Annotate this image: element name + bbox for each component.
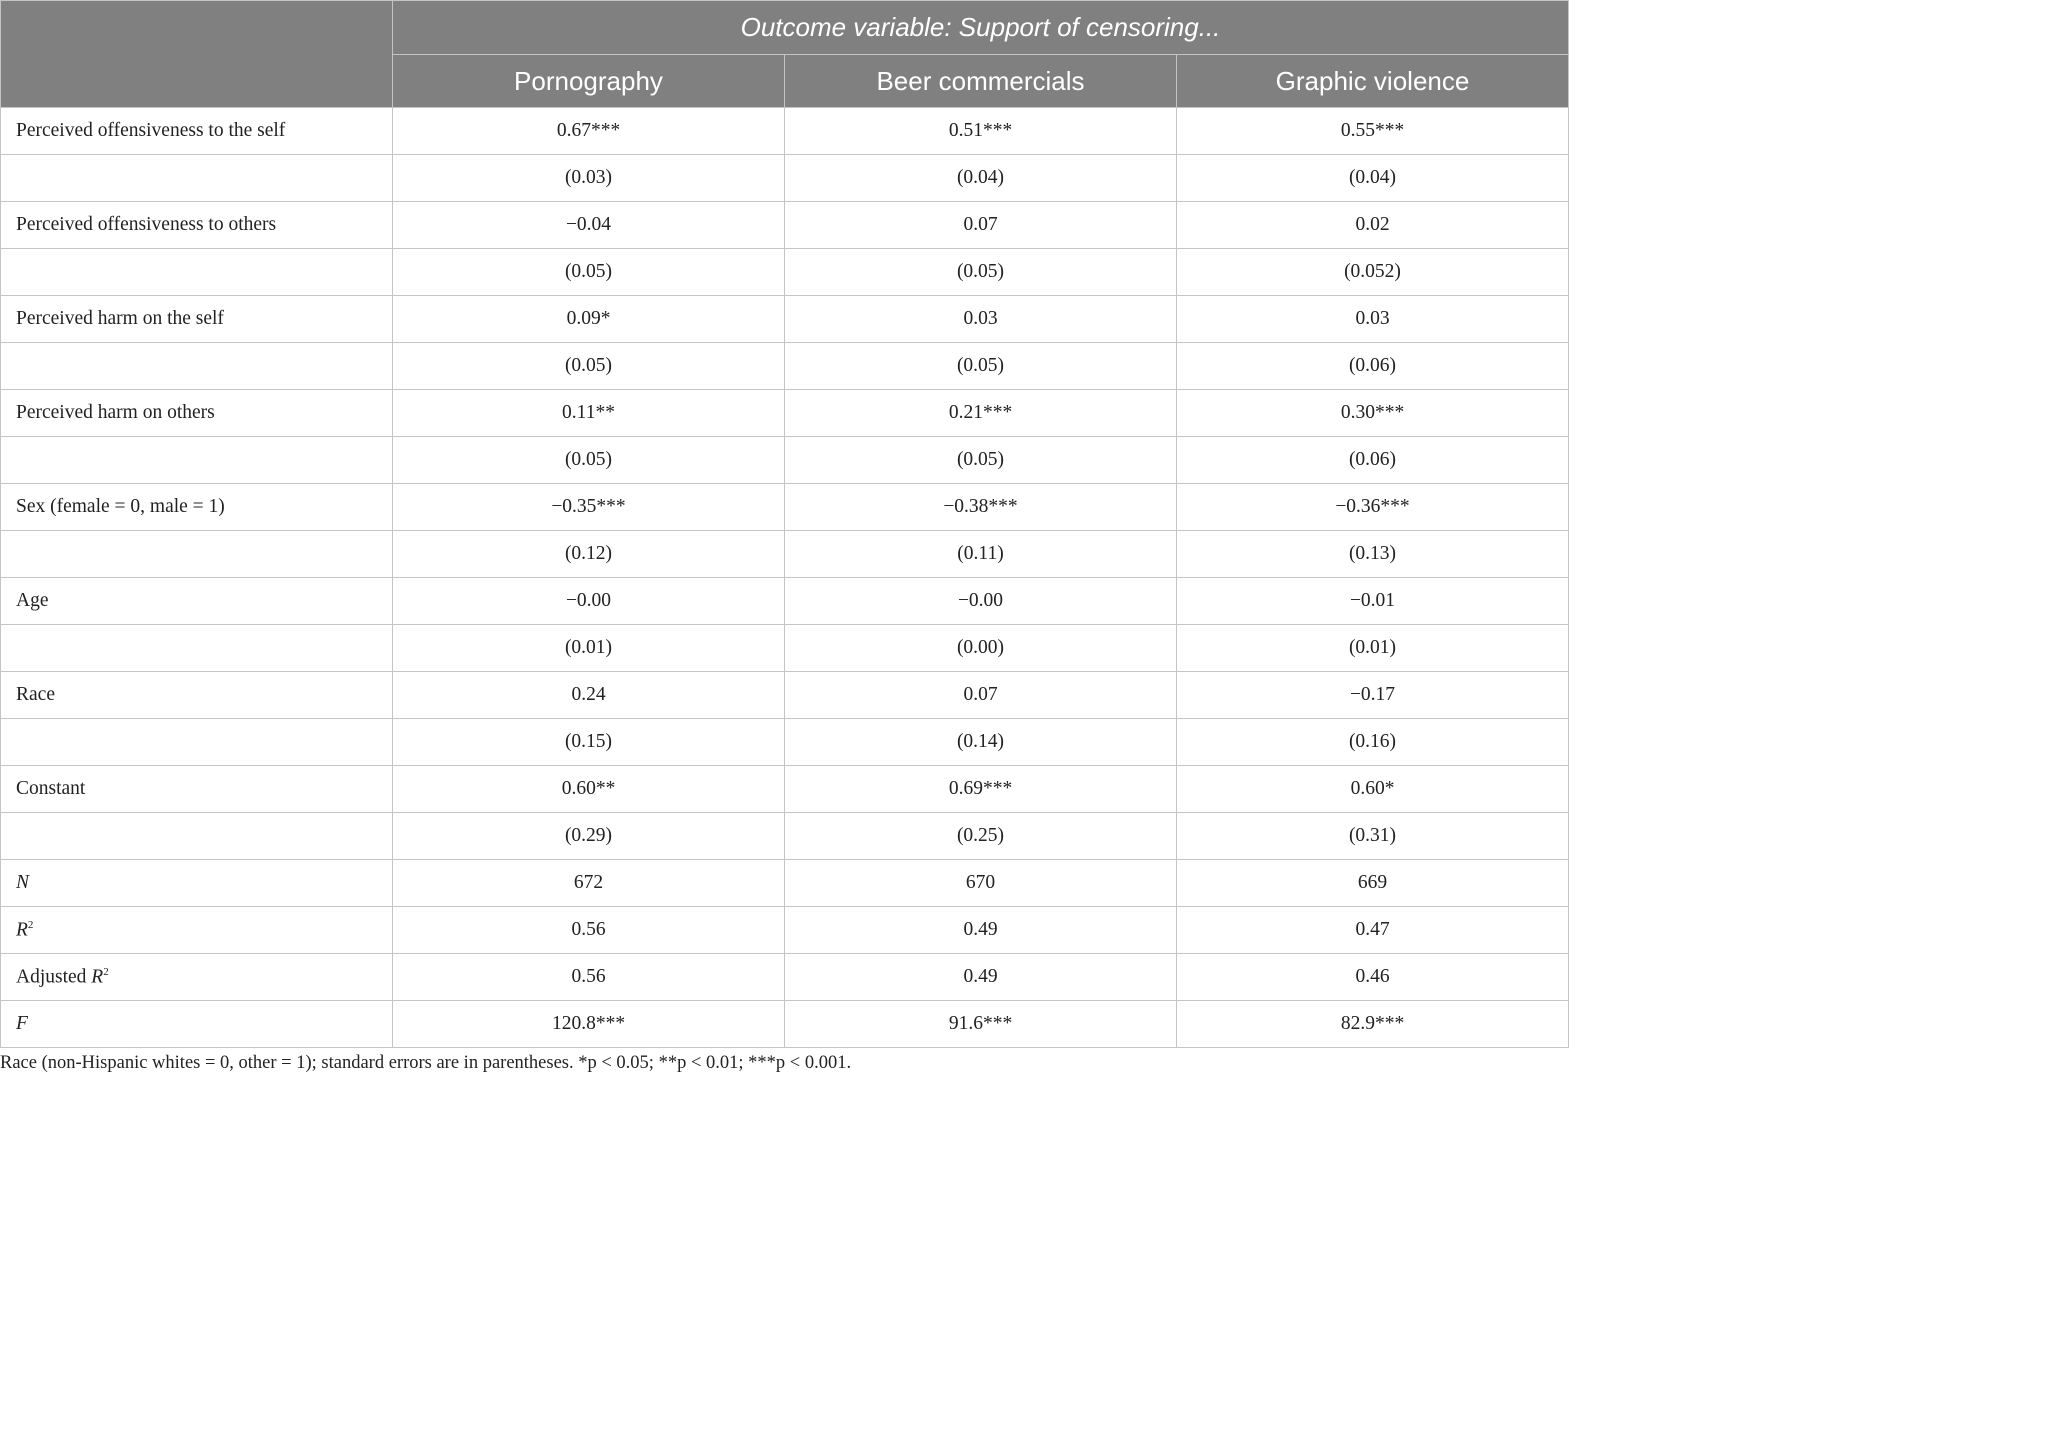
table-body [1, 108, 1569, 1048]
table-cell: (0.11) [785, 531, 1177, 578]
table-cell: (0.25) [785, 813, 1177, 860]
column-header-graphic-violence: Graphic violence [1177, 55, 1569, 108]
table-cell: 0.49 [785, 907, 1177, 954]
table-cell: (0.16) [1177, 719, 1569, 766]
table-row [1, 343, 1569, 390]
table-row [1, 625, 1569, 672]
table-cell: −0.36*** [1177, 484, 1569, 531]
table-row [1, 719, 1569, 766]
table-cell: 0.30*** [1177, 390, 1569, 437]
table-cell: 0.55*** [1177, 108, 1569, 155]
table-cell: −0.38*** [785, 484, 1177, 531]
row-label-text: Sex (female = 0, male = 1) [16, 496, 225, 517]
row-label [1, 484, 393, 531]
table-cell: 0.02 [1177, 202, 1569, 249]
table-cell: 0.56 [393, 954, 785, 1001]
table-row [1, 531, 1569, 578]
table-cell: 0.07 [785, 672, 1177, 719]
table-cell: 0.03 [1177, 296, 1569, 343]
row-label [1, 578, 393, 625]
row-label-text: Adjusted [16, 966, 92, 988]
table-cell: −0.01 [1177, 578, 1569, 625]
row-label [1, 813, 393, 860]
row-label [1, 954, 393, 1001]
row-label-text: Perceived offensiveness to the self [16, 120, 286, 141]
table-cell: 0.69*** [785, 766, 1177, 813]
table-cell: (0.13) [1177, 531, 1569, 578]
table-cell: (0.03) [393, 155, 785, 202]
row-label-text: Age [16, 590, 49, 611]
outcome-variable-title: Outcome variable: Support of censoring... [393, 1, 1569, 55]
table-cell: 0.07 [785, 202, 1177, 249]
table-cell: (0.05) [785, 249, 1177, 296]
table-cell: (0.31) [1177, 813, 1569, 860]
table-cell: 0.60** [393, 766, 785, 813]
table-cell: 0.60* [1177, 766, 1569, 813]
table-row [1, 202, 1569, 249]
table-cell: 82.9*** [1177, 1001, 1569, 1048]
table-cell: 0.67*** [393, 108, 785, 155]
table-cell: 91.6*** [785, 1001, 1177, 1048]
row-label [1, 390, 393, 437]
row-label-text: Constant [16, 778, 86, 799]
row-label-text: Race [16, 684, 55, 705]
table-row [1, 578, 1569, 625]
table-row [1, 766, 1569, 813]
row-label [1, 1001, 393, 1048]
table-cell: (0.15) [393, 719, 785, 766]
table-row [1, 860, 1569, 907]
table-cell: 120.8*** [393, 1001, 785, 1048]
row-label-text: Perceived harm on the self [16, 308, 224, 329]
table-row [1, 390, 1569, 437]
table-cell: (0.052) [1177, 249, 1569, 296]
row-label [1, 860, 393, 907]
table-cell: (0.05) [393, 437, 785, 484]
table-cell: 0.49 [785, 954, 1177, 1001]
row-label [1, 296, 393, 343]
table-row [1, 484, 1569, 531]
table-cell: (0.04) [785, 155, 1177, 202]
table-row [1, 296, 1569, 343]
table-cell: (0.29) [393, 813, 785, 860]
table-cell: −0.04 [393, 202, 785, 249]
row-label-superscript: 2 [103, 965, 109, 978]
row-label [1, 531, 393, 578]
table-row [1, 907, 1569, 954]
table-cell: 0.56 [393, 907, 785, 954]
table-row [1, 108, 1569, 155]
table-cell: 669 [1177, 860, 1569, 907]
row-label [1, 249, 393, 296]
table-cell: 0.24 [393, 672, 785, 719]
row-label [1, 719, 393, 766]
table-cell: 670 [785, 860, 1177, 907]
row-label [1, 202, 393, 249]
header-corner-cell [1, 1, 393, 108]
row-label [1, 108, 393, 155]
table-cell: 0.03 [785, 296, 1177, 343]
table-cell: (0.01) [393, 625, 785, 672]
table-footnote: Race (non-Hispanic whites = 0, other = 1); standard errors are in parentheses. *p < 0.05; **p < 0.01; ***p < 0.001. [0, 1053, 852, 1073]
row-label-italic: R [91, 966, 104, 988]
row-label-text: Perceived offensiveness to others [16, 214, 277, 235]
row-label [1, 343, 393, 390]
table-row [1, 954, 1569, 1001]
column-header-beer-commercials: Beer commercials [785, 55, 1177, 108]
table-row [1, 813, 1569, 860]
table-row [1, 672, 1569, 719]
row-label-text: F [16, 1013, 28, 1034]
table-cell: (0.05) [393, 249, 785, 296]
table-cell: −0.35*** [393, 484, 785, 531]
row-label [1, 625, 393, 672]
row-label-superscript: 2 [27, 918, 34, 931]
table-cell: (0.05) [785, 343, 1177, 390]
table-cell: 672 [393, 860, 785, 907]
table-cell: (0.06) [1177, 437, 1569, 484]
table-header [1, 1, 1569, 108]
table-cell: (0.05) [785, 437, 1177, 484]
table-cell: (0.05) [393, 343, 785, 390]
row-label [1, 155, 393, 202]
row-label-text: Perceived harm on others [16, 402, 215, 423]
row-label [1, 672, 393, 719]
table-cell: 0.47 [1177, 907, 1569, 954]
table-row [1, 437, 1569, 484]
table-row [1, 249, 1569, 296]
row-label-text: N [16, 872, 30, 893]
table-row [1, 155, 1569, 202]
table-cell: 0.46 [1177, 954, 1569, 1001]
table-cell: (0.14) [785, 719, 1177, 766]
table-cell: (0.00) [785, 625, 1177, 672]
column-header-pornography: Pornography [393, 55, 785, 108]
table-cell: 0.11** [393, 390, 785, 437]
table-cell: −0.00 [393, 578, 785, 625]
row-label [1, 766, 393, 813]
table-cell: 0.51*** [785, 108, 1177, 155]
table-cell: (0.06) [1177, 343, 1569, 390]
table-cell: (0.04) [1177, 155, 1569, 202]
table-cell: 0.09* [393, 296, 785, 343]
row-label [1, 437, 393, 484]
table-cell: 0.21*** [785, 390, 1177, 437]
table-row [1, 1001, 1569, 1048]
table-cell: −0.00 [785, 578, 1177, 625]
table-cell: (0.12) [393, 531, 785, 578]
table-cell: (0.01) [1177, 625, 1569, 672]
row-label [1, 907, 393, 954]
row-label-text: R [16, 919, 28, 941]
table-cell: −0.17 [1177, 672, 1569, 719]
